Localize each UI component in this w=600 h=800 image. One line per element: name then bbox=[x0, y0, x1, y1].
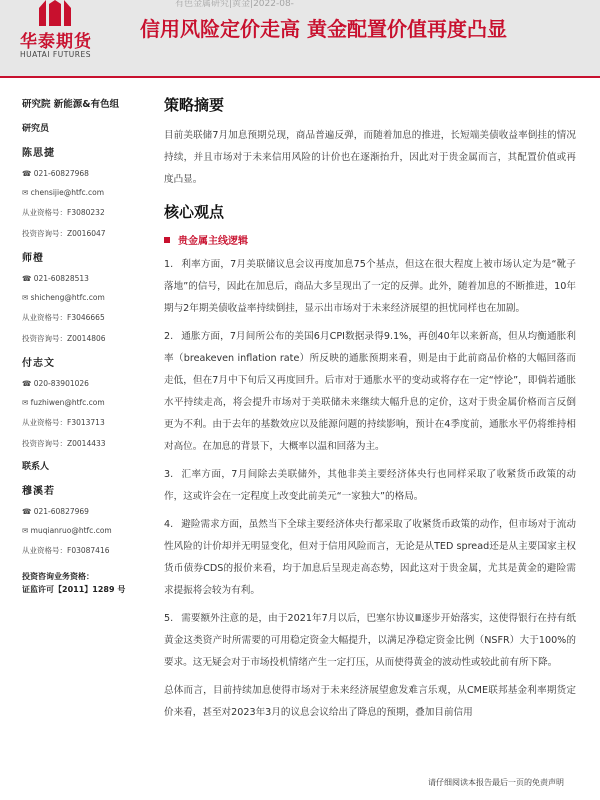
phone-number: 021-60827968 bbox=[33, 169, 89, 178]
huatai-logo-icon bbox=[36, 0, 74, 26]
contact-name: 穆溪若 bbox=[22, 486, 55, 497]
phone-icon: ☎ bbox=[22, 507, 34, 516]
phone-number: 020-83901026 bbox=[33, 379, 89, 388]
point-number: 2. bbox=[164, 331, 174, 342]
point-text: 利率方面，7月美联储议息会议再度加息75个基点，但这在很大程度上被市场认定为是“靴子落地”的信号，因此在加息后，商品大多呈现出了一定的反弹。此外，随着加息的不断推进，10年期与2年期美债收益率持续倒挂，显示出市场对于未来经济展望的担忧同样也在加剧。 bbox=[164, 259, 576, 314]
email-row[interactable] bbox=[22, 293, 140, 302]
email-address[interactable]: shicheng@htfc.com bbox=[30, 293, 105, 302]
phone-row bbox=[22, 379, 140, 388]
phone-icon: ☎ bbox=[22, 169, 34, 178]
department-label: 研究院 新能源&有色组 bbox=[22, 99, 120, 110]
point-text: 避险需求方面，虽然当下全球主要经济体央行都采取了收紧货币政策的动作，但市场对于流动性风险的计价却并无明显变化，但对于信用风险而言，无论是从TED spread还是从主要国家主权货币债券CDS的报价来看，均于加息后呈现走高态势，因此这对于贵金属，尤其是黄金的避险需求提振将会较为有利。 bbox=[164, 519, 576, 596]
summary-text: 目前美联储7月加息预期兑现，商品普遍反弹，而随着加息的推进，长短端美债收益率倒挂的情况持续，并且市场对于未来信用风险的计价也在逐渐抬升，因此对于贵金属而言，其配置价值或再度凸显。 bbox=[164, 130, 576, 185]
phone-icon: ☎ bbox=[22, 379, 34, 388]
license-number: 从业资格号：F3080232 bbox=[22, 208, 105, 217]
point-text: 汇率方面，7月间除去美联储外，其他非美主要经济体央行也同样采取了收紧货币政策的动作，这或许会在一定程度上改变此前美元“一家独大”的格局。 bbox=[164, 469, 576, 502]
point-number: 4. bbox=[164, 519, 174, 530]
email-address[interactable]: chensijie@htfc.com bbox=[30, 188, 105, 197]
email-row[interactable] bbox=[22, 526, 140, 535]
closing-paragraph: 总体而言，目前持续加息使得市场对于未来经济展望愈发难言乐观，从CME联邦基金利率期货定价来看，甚至对2023年3月的议息会议给出了降息的预期，叠加目前信用 bbox=[164, 685, 576, 718]
point-item bbox=[164, 464, 576, 508]
sub-heading bbox=[164, 232, 576, 247]
point-item bbox=[164, 254, 576, 320]
email-icon: ✉ bbox=[22, 526, 31, 535]
invest-consult-number: 投资咨询号：Z0014806 bbox=[22, 334, 106, 343]
sub-heading-text: 贵金属主线逻辑 bbox=[178, 236, 248, 247]
license-number: 从业资格号：F3046665 bbox=[22, 313, 105, 322]
researcher-block bbox=[22, 354, 140, 449]
report-header bbox=[0, 0, 600, 76]
top-strip-text: 有色金属研究|黄金|2022-08- bbox=[175, 0, 294, 9]
qualifications bbox=[22, 570, 140, 596]
main-content bbox=[164, 94, 576, 730]
researcher-name: 付志文 bbox=[22, 358, 55, 369]
email-icon: ✉ bbox=[22, 398, 31, 407]
email-icon: ✉ bbox=[22, 188, 31, 197]
email-icon: ✉ bbox=[22, 293, 31, 302]
quals-line-2: 证监许可【2011】1289 号 bbox=[22, 585, 126, 594]
disclaimer-note: 请仔细阅读本报告最后一页的免责声明 bbox=[428, 778, 564, 787]
researcher-block bbox=[22, 249, 140, 344]
email-address[interactable]: fuzhiwen@htfc.com bbox=[30, 398, 105, 407]
contact-block bbox=[22, 482, 140, 556]
phone-row bbox=[22, 274, 140, 283]
analyst-sidebar bbox=[22, 96, 140, 596]
researcher-name: 师橙 bbox=[22, 253, 44, 264]
license-number: 从业资格号：F03087416 bbox=[22, 546, 110, 555]
email-row[interactable] bbox=[22, 398, 140, 407]
email-address[interactable]: muqianruo@htfc.com bbox=[30, 526, 112, 535]
phone-number: 021-60827969 bbox=[33, 507, 89, 516]
header-divider bbox=[0, 76, 600, 78]
invest-consult-number: 投资咨询号：Z0016047 bbox=[22, 229, 106, 238]
researcher-name: 陈思捷 bbox=[22, 148, 55, 159]
report-title: 信用风险定价走高 黄金配置价值再度凸显 bbox=[140, 17, 507, 41]
point-number: 3. bbox=[164, 469, 174, 480]
point-text: 需要额外注意的是，由于2021年7月以后，巴塞尔协议Ⅲ逐步开始落实，这使得银行在持有纸黄金这类资产时所需要的可用稳定资金大幅提升，以满足净稳定资金比例（NSFR）大于100%的要求。这无疑会对于市场投机情绪产生一定打压，从而使得黄金的波动性或较此前有所下降。 bbox=[164, 613, 576, 668]
email-row[interactable] bbox=[22, 188, 140, 197]
phone-row bbox=[22, 507, 140, 516]
invest-consult-number: 投资咨询号：Z0014433 bbox=[22, 439, 106, 448]
logo-chinese-name: 华泰期货 bbox=[20, 32, 92, 52]
license-number: 从业资格号：F3013713 bbox=[22, 418, 105, 427]
point-item bbox=[164, 608, 576, 674]
logo-english-name: HUATAI FUTURES bbox=[20, 50, 91, 59]
researchers-label: 研究员 bbox=[22, 124, 50, 134]
phone-icon: ☎ bbox=[22, 274, 34, 283]
summary-heading: 策略摘要 bbox=[164, 96, 225, 114]
phone-row bbox=[22, 169, 140, 178]
point-number: 1. bbox=[164, 259, 174, 270]
point-text: 通胀方面，7月间所公布的美国6月CPI数据录得9.1%，再创40年以来新高，但从均衡通胀利率（breakeven inflation rate）所反映的通胀预期来看，则是由于此前商品价格的大幅回落而走低，但在7月中下旬后又再度回升。后市对于通胀水平的变动或将存在一定“悖论”，即倘若通胀水平持续走高，将会提升市场对于美联储未来继续大幅升息的定价，这对于贵金属价格而言反倒更为不利。由于去年的基数效应以及能源问题的持续影响，预计在4季度前，通胀水平仍将维持相对高位。在加息的背景下，大概率以温和回落为主。 bbox=[164, 331, 576, 452]
point-item bbox=[164, 326, 576, 458]
point-number: 5. bbox=[164, 613, 174, 624]
square-bullet-icon bbox=[164, 237, 170, 243]
core-views-heading: 核心观点 bbox=[164, 203, 225, 221]
researcher-block bbox=[22, 144, 140, 239]
phone-number: 021-60828513 bbox=[33, 274, 89, 283]
contact-label: 联系人 bbox=[22, 462, 50, 472]
point-item bbox=[164, 514, 576, 602]
quals-line-1: 投资咨询业务资格： bbox=[22, 572, 94, 581]
